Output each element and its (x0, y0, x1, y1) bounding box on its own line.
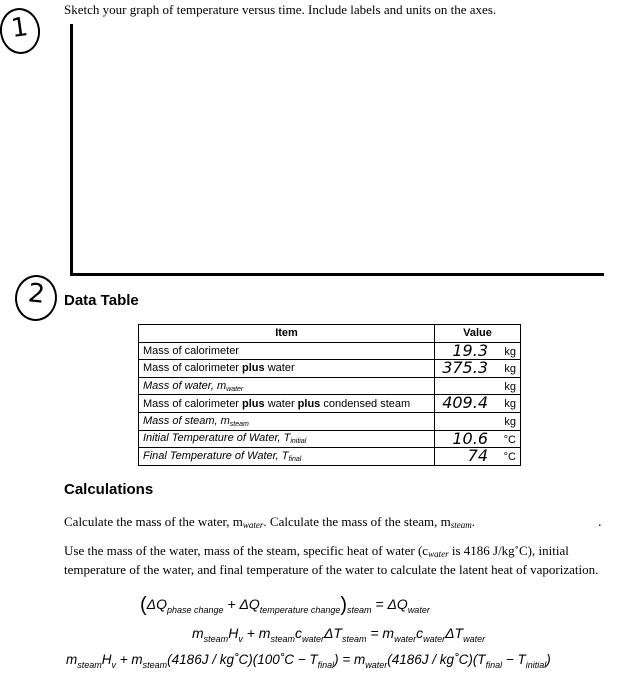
handwritten-value: 74 (467, 446, 488, 466)
table-row (139, 377, 521, 395)
unit-label: °C (503, 451, 516, 464)
row-label: Mass of water, $m_{water}$ (139, 377, 435, 395)
row-value-cell (435, 377, 521, 395)
graph-x-axis (70, 273, 604, 276)
table-body (139, 342, 521, 465)
table-row (139, 395, 521, 413)
unit-label: °C (503, 433, 516, 446)
row-label: Mass of calorimeter (139, 342, 435, 360)
row-label: Mass of calorimeter plus water (139, 360, 435, 378)
table-row (139, 448, 521, 466)
unit-label: kg (504, 363, 516, 376)
header-value: Value (435, 325, 521, 343)
row-value-cell (435, 412, 521, 430)
table-row (139, 412, 521, 430)
header-item: Item (139, 325, 435, 343)
calculations-title: Calculations (64, 481, 154, 498)
table-header-row (139, 325, 521, 343)
graph-y-axis (70, 24, 73, 276)
row-value-cell (435, 360, 521, 378)
question-1-text: Sketch your graph of temperature versus time. Include labels and units on the axes. (64, 2, 497, 17)
row-value-cell (435, 395, 521, 413)
row-value-cell (435, 342, 521, 360)
equation-3: $m_{steam}H_v + m_{steam}(4186J$ / kg˚C)(100˚C − $T_{final}) = m_{water}(4186J$ / $kg˚C)(T_{final} - T_{initial})$ (66, 652, 551, 670)
question-1-circle (0, 5, 43, 56)
equation-2: $m_{steam}H_v + m_{steam}c_{water}\Delta T_{steam} = m_{water}c_{water}\Delta T_{water}$ (192, 625, 486, 644)
question-2-circle (13, 273, 60, 323)
unit-label: kg (504, 345, 516, 358)
row-label: Mass of calorimeter plus water plus condensed steam (139, 395, 435, 413)
calc-paragraph-1: Calculate the mass of the water, $m_{water}$. Calculate the mass of the steam, $m_{steam}$. (64, 514, 476, 530)
table-row (139, 342, 521, 360)
table-row (139, 360, 521, 378)
row-value-cell (435, 430, 521, 448)
unit-label: kg (504, 398, 516, 411)
row-value-cell (435, 448, 521, 466)
question-2-number: 2 (26, 278, 47, 310)
equation-1: $(\Delta Q_{phase change} + \Delta Q_{temperature change})_{steam} = \Delta Q_{water}$ (140, 594, 430, 616)
data-table-title: Data Table (64, 292, 139, 309)
unit-label: kg (504, 415, 516, 428)
question-1-number: 1 (9, 12, 30, 45)
unit-label: kg (504, 380, 516, 393)
handwritten-value: 409.4 (442, 393, 488, 413)
row-label: Initial Temperature of Water, $T_{initial}$ (139, 430, 435, 448)
calc-paragraph-2: Use the mass of the water, mass of the steam, specific heat of water ($c_{water}$ is 4186 J/kg˚C), initial temperature of the water, and final temperature of the water to calculate the latent heat of vaporization. (64, 543, 599, 577)
handwritten-value: 10.6 (452, 428, 488, 448)
handwritten-value: 19.3 (452, 340, 488, 360)
handwritten-value: 375.3 (442, 358, 488, 378)
row-label: Mass of steam, $m_{steam}$ (139, 412, 435, 430)
table-row (139, 430, 521, 448)
row-label: Final Temperature of Water, $T_{final}$ (139, 448, 435, 466)
stray-dot: . (598, 515, 602, 530)
data-table (138, 324, 521, 466)
